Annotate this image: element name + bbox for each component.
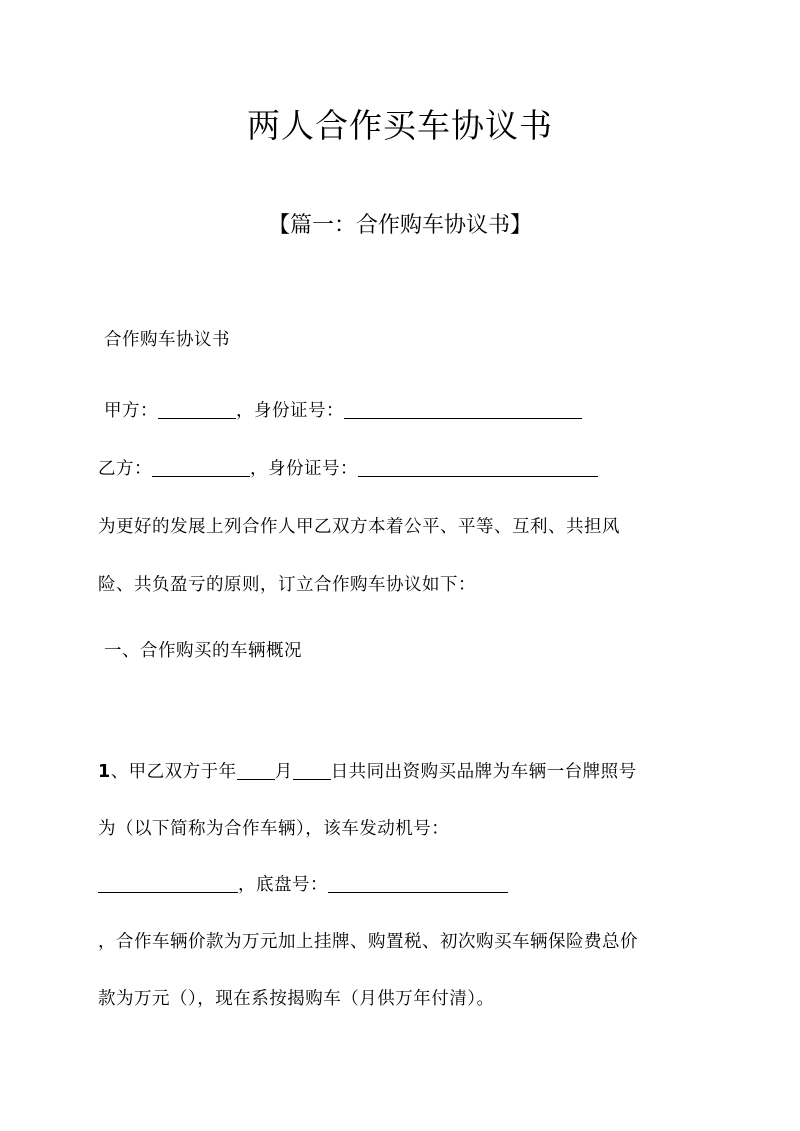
intro-paragraph-line-2: 险、共负盈亏的原则，订立合作购车协议如下： [98,575,476,595]
item-1-line-2: 为（以下简称为合作车辆），该车发动机号： [98,819,450,839]
party-b-line [98,455,598,480]
agreement-heading: 合作购车协议书 [104,330,230,350]
item-1-text-a: 、甲乙双方于年 [110,762,237,782]
item-1-line-3 [98,871,508,896]
party-b-name-blank [152,459,250,478]
party-a-label: 甲方： [104,401,158,421]
item-1-text-b: 月 [274,762,293,782]
engine-number-blank [98,875,238,894]
document-title: 两人合作买车协议书 [247,106,553,145]
month-blank [237,762,275,781]
item-1-number: 1 [98,762,111,782]
document-subtitle: 【篇一：合作购车协议书】 [267,213,532,238]
party-b-id-label: ，身份证号： [250,459,358,479]
party-a-line [104,397,582,422]
intro-paragraph-line-1: 为更好的发展上列合作人甲乙双方本着公平、平等、互利、共担风 [98,517,620,537]
section-1-title: 一、合作购买的车辆概况 [104,641,302,661]
party-a-name-blank [158,401,236,420]
party-a-id-label: ，身份证号： [236,401,344,421]
chassis-number-label: ，底盘号： [238,875,328,895]
item-1-line-1 [98,758,637,783]
chassis-number-blank [328,875,508,894]
party-a-id-blank [344,401,582,420]
party-b-id-blank [358,459,598,478]
party-b-label: 乙方： [98,459,152,479]
day-blank [293,762,331,781]
item-1-line-5: 款为万元（），现在系按揭购车（月供万年付清）。 [98,989,495,1009]
item-1-text-c: 日共同出资购买品牌为车辆一台牌照号 [330,762,637,782]
item-1-line-4: ，合作车辆价款为万元加上挂牌、购置税、初次购买车辆保险费总价 [98,932,638,952]
